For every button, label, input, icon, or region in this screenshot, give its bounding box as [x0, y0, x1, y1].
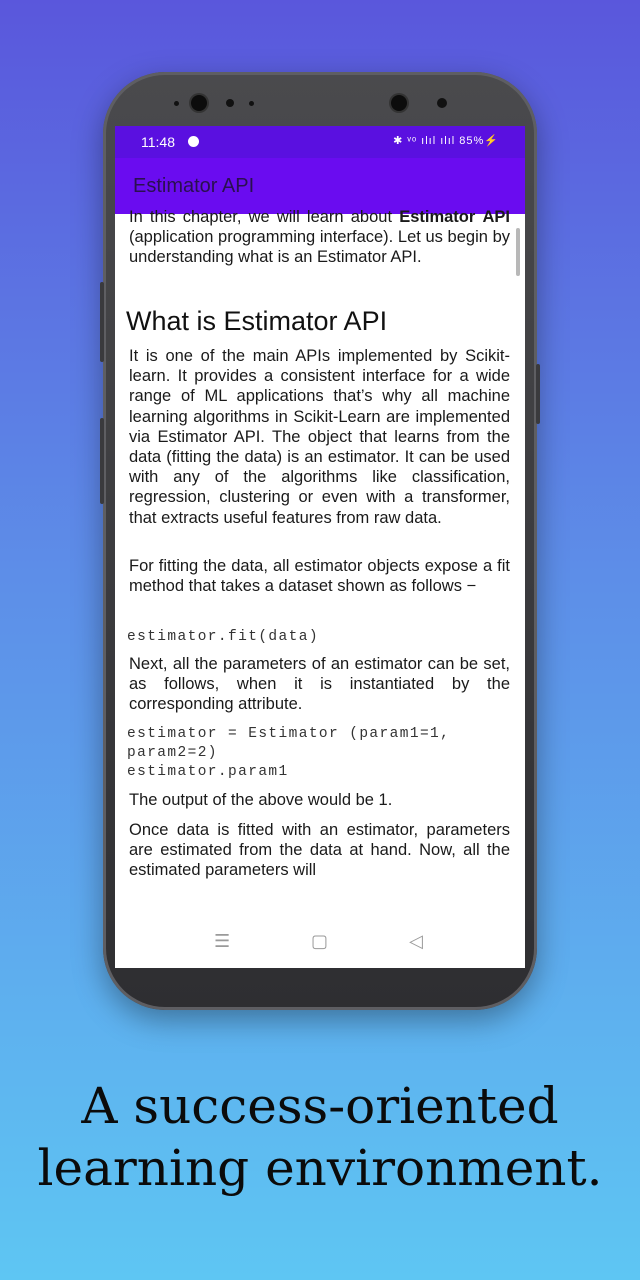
- volume-down-button: [100, 418, 104, 504]
- section-heading: What is Estimator API: [126, 306, 388, 336]
- status-bar: [115, 126, 525, 158]
- power-button: [536, 364, 540, 424]
- sensor-icon: [226, 99, 234, 107]
- status-time: 11:48: [141, 134, 175, 150]
- paragraph-1: It is one of the main APIs implemented by Scikit-learn. It provides a consistent interface for a wide range of ML applications that’s why all machine learning algorithms in Scikit-Learn are implemented via Estimator API. The object that learns from the data (fitting the data) is an estimator. It can be used with any of the algorithms like classification, regression, clustering or even with a transformer, that extracts useful features from raw data.: [129, 347, 510, 527]
- app-bar: [115, 158, 525, 214]
- front-camera-icon: [191, 95, 207, 111]
- code-block-2: estimator = Estimator (param1=1, param2=2) estimator.param1: [127, 726, 451, 780]
- sensor-icon: [249, 101, 254, 106]
- paragraph-4: The output of the above would be 1.: [129, 791, 393, 809]
- tagline-line-1: A success-oriented: [81, 1077, 559, 1135]
- status-icons: ✱ ᵛᵒ ılıl ılıl 85%⚡: [393, 135, 499, 147]
- navigation-bar: [115, 922, 525, 968]
- intro-rest: (application programming interface). Let us begin by understanding what is an Estimator API.: [129, 228, 510, 267]
- home-icon[interactable]: ▢: [311, 931, 329, 952]
- notification-dot-icon: [188, 136, 199, 147]
- tagline-line-2: learning environment.: [37, 1139, 603, 1197]
- back-icon[interactable]: ◁: [409, 931, 423, 952]
- volume-up-button: [100, 282, 104, 362]
- phone-screen: [115, 126, 525, 968]
- sensor-icon: [437, 98, 447, 108]
- paragraph-2: For fitting the data, all estimator objects expose a fit method that takes a dataset shown as follows −: [129, 557, 510, 596]
- code-block-1: estimator.fit(data): [127, 629, 319, 645]
- paragraph-5: Once data is fitted with an estimator, parameters are estimated from the data at hand. Now, all the estimated parameters will: [129, 821, 510, 880]
- intro-bold: Estimator: [399, 208, 476, 226]
- scrollbar[interactable]: [516, 228, 520, 276]
- camera-icon: [391, 95, 407, 111]
- recent-apps-icon[interactable]: ☰: [214, 931, 231, 952]
- page-title: Estimator API: [133, 175, 255, 197]
- sensor-icon: [174, 101, 179, 106]
- intro-bold-api: API: [482, 208, 510, 226]
- paragraph-3: Next, all the parameters of an estimator can be set, as follows, when it is instantiated by the corresponding attribute.: [129, 655, 510, 714]
- intro-paragraph: [129, 207, 510, 268]
- intro-text: In this chapter, we will learn about: [129, 208, 400, 226]
- article-content[interactable]: [115, 208, 525, 880]
